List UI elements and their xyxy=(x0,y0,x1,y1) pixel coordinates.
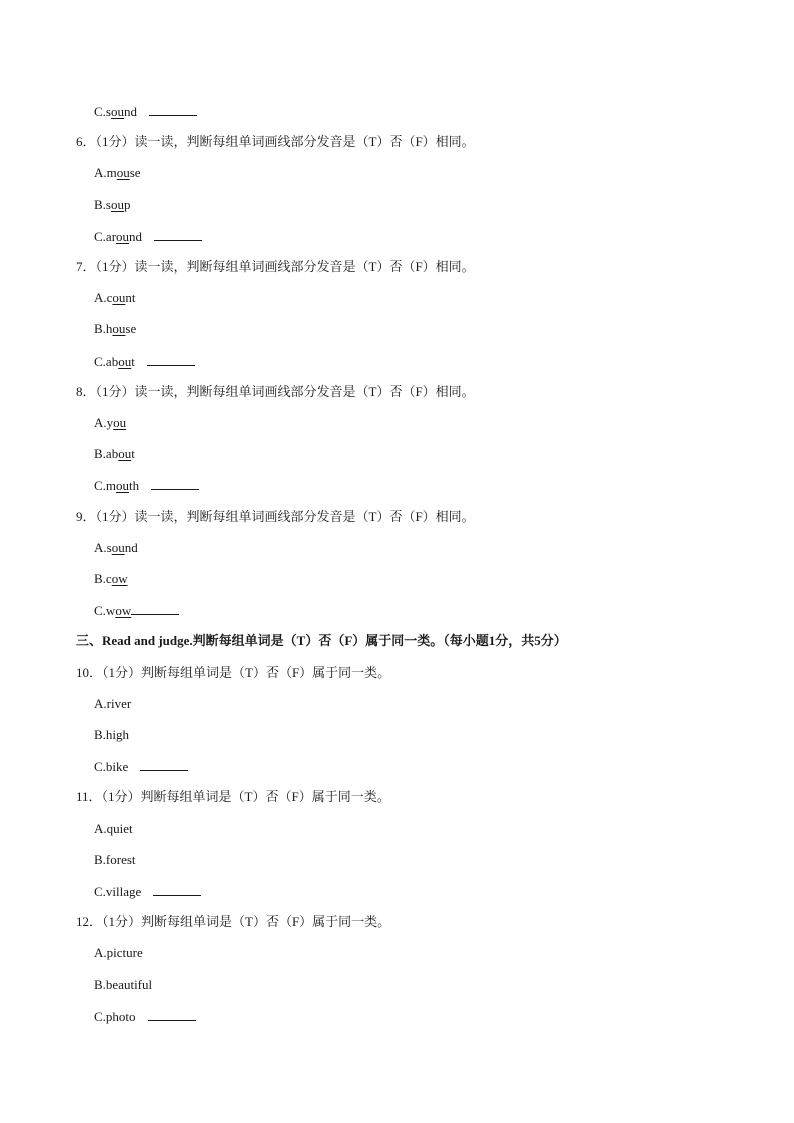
answer-blank[interactable] xyxy=(151,477,199,490)
answer-blank[interactable] xyxy=(149,103,197,116)
option-word-start: A.c xyxy=(94,290,113,305)
section-heading: 三、Read and judge.判断每组单词是（T）否（F）属于同一类。（每小题1分，共5分） xyxy=(76,633,567,648)
option-word-start: B.c xyxy=(94,571,112,586)
underlined-letters: ou xyxy=(110,104,124,119)
answer-option xyxy=(94,852,136,868)
underlined-letters: ou xyxy=(118,354,132,369)
option-word-end: nd xyxy=(129,229,143,244)
underlined-letters: ou xyxy=(112,321,126,336)
option-word-end: se xyxy=(125,321,137,336)
question-text: （1分）读一读，判断每组单词画线部分发音是（T）否（F）相同。 xyxy=(95,134,475,149)
answer-option xyxy=(94,602,179,619)
answer-blank[interactable] xyxy=(153,883,201,896)
answer-option xyxy=(94,415,126,431)
underlined-letters: ou xyxy=(116,165,130,180)
option-word-start: B.ab xyxy=(94,446,119,461)
answer-option xyxy=(94,540,138,556)
question-line xyxy=(76,509,475,525)
option-word-start: A.s xyxy=(94,540,112,555)
option-word-end: nd xyxy=(124,540,138,555)
question-line xyxy=(76,384,475,400)
question-text: （1分）判断每组单词是（T）否（F）属于同一类。 xyxy=(101,789,390,804)
option-word-start: B.s xyxy=(94,197,111,212)
answer-option xyxy=(94,477,199,494)
question-text: （1分）读一读，判断每组单词画线部分发音是（T）否（F）相同。 xyxy=(95,384,475,399)
option-word-start: C.village xyxy=(94,884,142,899)
question-number: 11． xyxy=(76,789,102,804)
answer-option xyxy=(94,758,188,775)
option-word-start: C.m xyxy=(94,478,117,493)
option-word-start: B.forest xyxy=(94,852,136,867)
option-word-start: A.y xyxy=(94,415,114,430)
question-line xyxy=(76,134,475,150)
option-word-end: t xyxy=(131,354,135,369)
answer-option xyxy=(94,290,136,306)
answer-option xyxy=(94,165,141,181)
question-line xyxy=(76,665,390,681)
question-line xyxy=(76,789,390,805)
answer-blank[interactable] xyxy=(147,353,195,366)
question-number: 9． xyxy=(76,509,96,524)
option-word-end: nd xyxy=(123,104,137,119)
answer-blank[interactable] xyxy=(148,1008,196,1021)
question-number: 12． xyxy=(76,914,103,929)
option-word-start: C.ab xyxy=(94,354,119,369)
answer-option xyxy=(94,353,195,370)
option-word-end: t xyxy=(131,446,135,461)
answer-option xyxy=(94,945,143,961)
answer-option xyxy=(94,883,201,900)
question-number: 7． xyxy=(76,259,96,274)
option-word-start: A.m xyxy=(94,165,117,180)
answer-option xyxy=(94,197,130,213)
underlined-letters: ou xyxy=(111,540,125,555)
answer-option xyxy=(94,321,136,337)
option-word-end: p xyxy=(123,197,131,212)
question-number: 6． xyxy=(76,134,96,149)
question-text: （1分）读一读，判断每组单词画线部分发音是（T）否（F）相同。 xyxy=(95,509,475,524)
option-word-start: B.high xyxy=(94,727,130,742)
option-word-start: A.picture xyxy=(94,945,143,960)
question-number: 8． xyxy=(76,384,96,399)
answer-blank[interactable] xyxy=(154,228,202,241)
option-word-start: C.ar xyxy=(94,229,117,244)
option-word-end: se xyxy=(129,165,141,180)
answer-option xyxy=(94,727,129,743)
question-text: （1分）判断每组单词是（T）否（F）属于同一类。 xyxy=(102,914,391,929)
answer-option xyxy=(94,446,135,462)
option-word-start: C.bike xyxy=(94,759,129,774)
option-word-start: B.h xyxy=(94,321,113,336)
underlined-letters: ow xyxy=(111,571,128,586)
underlined-letters: ou xyxy=(110,197,124,212)
underlined-letters: ou xyxy=(118,446,132,461)
option-word-start: A.river xyxy=(94,696,132,711)
question-line xyxy=(76,914,390,930)
option-word-start: C.s xyxy=(94,104,111,119)
underlined-letters: ou xyxy=(112,290,126,305)
option-word-start: C.w xyxy=(94,603,116,618)
answer-option xyxy=(94,977,152,993)
answer-option xyxy=(94,571,128,587)
underlined-letters: ou xyxy=(113,415,127,430)
answer-blank[interactable] xyxy=(131,602,179,615)
underlined-letters: ou xyxy=(116,478,130,493)
underlined-letters: ow xyxy=(115,603,132,618)
option-word-start: A.quiet xyxy=(94,821,133,836)
option-word-end: th xyxy=(129,478,140,493)
question-number: 10． xyxy=(76,665,103,680)
option-word-start: C.photo xyxy=(94,1009,136,1024)
answer-option xyxy=(94,228,202,245)
question-line xyxy=(76,259,475,275)
question-text: （1分）读一读，判断每组单词画线部分发音是（T）否（F）相同。 xyxy=(95,259,475,274)
answer-option xyxy=(94,696,131,712)
answer-option xyxy=(94,1008,196,1025)
underlined-letters: ou xyxy=(116,229,130,244)
question-text: （1分）判断每组单词是（T）否（F）属于同一类。 xyxy=(102,665,391,680)
option-word-end: nt xyxy=(125,290,136,305)
answer-blank[interactable] xyxy=(140,758,188,771)
option-word-start: B.beautiful xyxy=(94,977,153,992)
answer-option xyxy=(94,821,133,837)
answer-option xyxy=(94,103,197,120)
